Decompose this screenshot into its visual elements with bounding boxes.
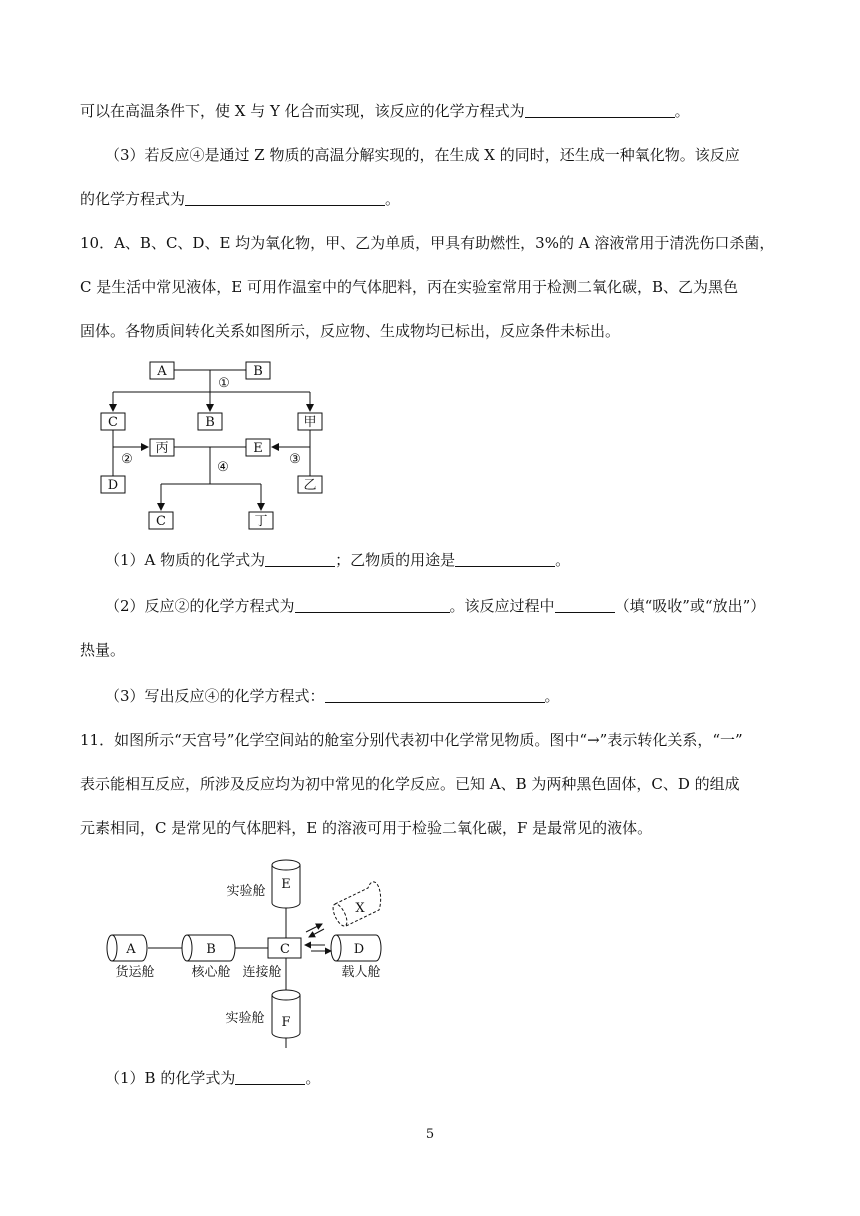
reaction-3-label: ③ xyxy=(289,452,301,467)
label-experiment-cabin-top: 实验舱 xyxy=(226,884,266,899)
node-E: E xyxy=(253,441,263,456)
answer-blank xyxy=(235,1070,305,1085)
node-jia: 甲 xyxy=(303,415,317,430)
question-10-part-3: （3）写出反应④的化学方程式： 。 xyxy=(105,687,560,705)
node-B: B xyxy=(253,364,263,379)
reaction-2-label: ② xyxy=(121,452,133,467)
label-core-cabin: 核心舱 xyxy=(191,965,231,980)
cabin-A: A xyxy=(126,942,136,957)
page-number: 5 xyxy=(425,1127,435,1142)
question-10-part-2-cont: 热量。 xyxy=(80,641,126,659)
node-C: C xyxy=(108,415,118,430)
node-B-product: B xyxy=(205,415,215,430)
conversion-diagram xyxy=(95,355,335,535)
node-C-product: C xyxy=(156,514,166,529)
question-10-stem: 10．A、B、C、D、E 均为氧化物，甲、乙为单质，甲具有助燃性，3%的 A 溶液常用于清洗伤口杀菌， xyxy=(80,234,775,252)
cabin-F: F xyxy=(281,1015,291,1030)
cabin-E: E xyxy=(281,877,291,892)
cabin-X: X xyxy=(355,901,365,916)
answer-blank xyxy=(525,103,675,118)
cabin-D: D xyxy=(353,942,365,957)
label-experiment-cabin-bottom: 实验舱 xyxy=(225,1011,265,1026)
reaction-4-label: ④ xyxy=(217,460,229,475)
answer-blank xyxy=(555,598,615,613)
node-bing: 丙 xyxy=(155,441,169,456)
question-11-part-1: （1）B 的化学式为 。 xyxy=(105,1069,321,1087)
answer-blank xyxy=(265,552,335,567)
space-station-diagram xyxy=(95,855,395,1055)
label-connecting-cabin: 连接舱 xyxy=(242,965,282,980)
question-11-stem: 元素相同，C 是常见的气体肥料，E 的溶液可用于检验二氧化碳，F 是最常见的液体。 xyxy=(80,819,653,837)
answer-blank xyxy=(455,552,555,567)
question-11-stem: 11．如图所示“天宫号”化学空间站的舱室分别代表初中化学常见物质。图中“→”表示转化关系，“一” xyxy=(80,731,743,749)
answer-blank xyxy=(295,598,450,613)
label-cargo-cabin: 货运舱 xyxy=(115,965,155,980)
node-D: D xyxy=(107,478,119,493)
answer-blank xyxy=(185,191,385,206)
label-crew-cabin: 载人舱 xyxy=(341,965,381,980)
question-10-stem: 固体。各物质间转化关系如图所示，反应物、生成物均已标出，反应条件未标出。 xyxy=(80,322,621,340)
node-yi: 乙 xyxy=(303,478,317,493)
cabin-C: C xyxy=(280,942,290,957)
cabin-B: B xyxy=(206,942,216,957)
text-line: 可以在高温条件下，使 X 与 Y 化合而实现，该反应的化学方程式为 。 xyxy=(80,102,690,120)
question-11-stem: 表示能相互反应，所涉及反应均为初中常见的化学反应。已知 A、B 为两种黑色固体，C、D 的组成 xyxy=(80,775,740,793)
answer-blank xyxy=(325,688,545,703)
reaction-1-label: ① xyxy=(218,376,230,391)
text-line: （3）若反应④是通过 Z 物质的高温分解实现的，在生成 X 的同时，还生成一种氧化物。该反应 xyxy=(105,146,740,164)
text-line: 的化学方程式为 。 xyxy=(80,190,401,208)
node-A: A xyxy=(157,364,167,379)
question-10-part-1: （1）A 物质的化学式为 ；乙物质的用途是 。 xyxy=(105,551,571,569)
question-10-stem: C 是生活中常见液体，E 可用作温室中的气体肥料，丙在实验室常用于检测二氧化碳，B、乙为黑色 xyxy=(80,278,738,296)
question-10-part-2: （2）反应②的化学方程式为 。该反应过程中 （填“吸收”或“放出”） xyxy=(105,597,766,615)
node-ding: 丁 xyxy=(254,514,268,529)
